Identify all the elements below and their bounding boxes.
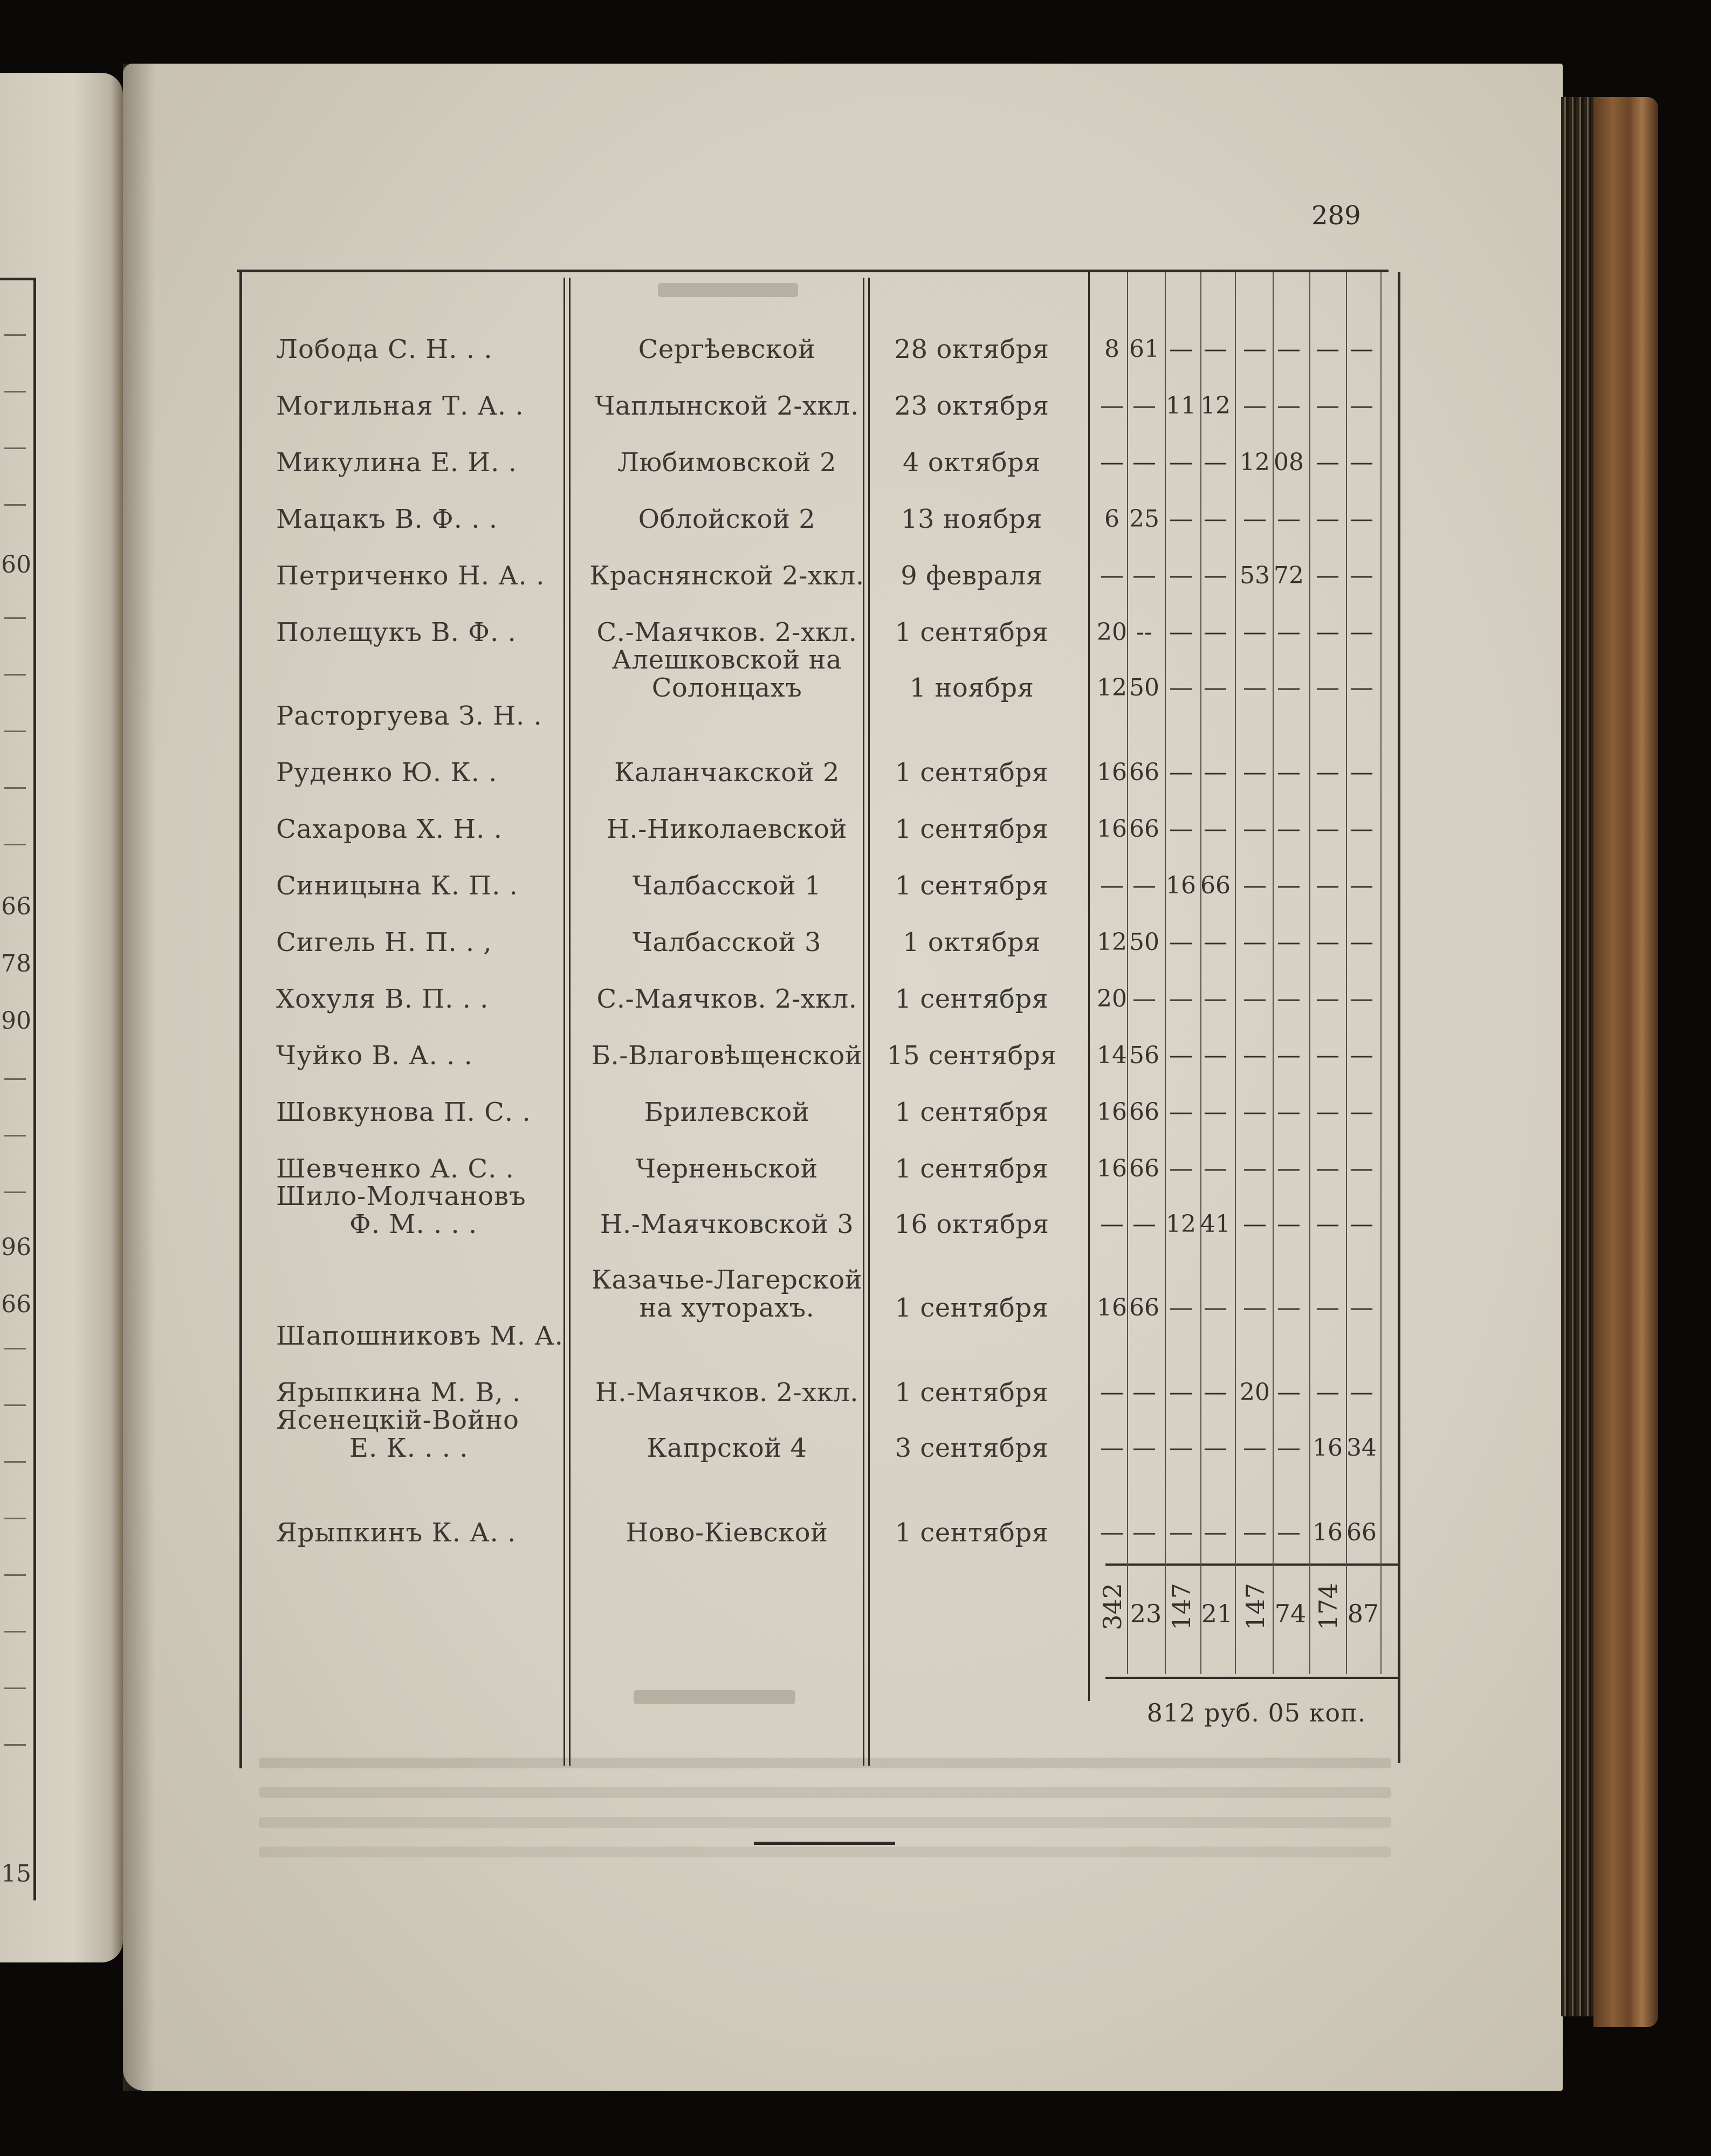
amount-cell: 12: [1240, 449, 1270, 476]
amount-cell: —: [1350, 449, 1373, 476]
amount-cell: —: [1169, 928, 1193, 956]
amount-cell: —: [1169, 1294, 1193, 1321]
amount-cell: 50: [1129, 928, 1159, 956]
school-name: Краснянской 2-хкл.: [589, 561, 864, 591]
amount-cell: —: [1132, 1379, 1156, 1406]
left-page-number: 78: [1, 950, 31, 977]
amount-cell: 08: [1274, 449, 1304, 476]
amount-cell: —: [1204, 674, 1227, 701]
left-page-dash: [4, 1574, 26, 1576]
left-page-dash: [4, 674, 26, 676]
amount-cell: 16: [1097, 1294, 1127, 1321]
left-page-number: 66: [1, 1291, 31, 1318]
amount-cell: —: [1277, 1042, 1301, 1069]
page-gutter-shadow: [123, 64, 155, 2091]
school-name-cont: Солонцахъ: [651, 673, 802, 703]
amount-cell: —: [1132, 392, 1156, 419]
start-date: 1 сентября: [895, 984, 1049, 1014]
teacher-name: Хохуля В. П. . .: [276, 984, 489, 1014]
teacher-name: Чуйко В. А. . .: [276, 1041, 473, 1071]
amount-cell: —: [1277, 1519, 1301, 1546]
start-date: 23 октября: [894, 391, 1049, 421]
teacher-name-cont: Е. К. . . .: [349, 1433, 469, 1463]
amount-cell: 12: [1097, 928, 1127, 956]
end-rule: [754, 1842, 895, 1845]
amount-cell: —: [1243, 759, 1267, 786]
amount-cell: 14: [1097, 1042, 1127, 1069]
amount-cell: —: [1100, 562, 1124, 589]
amount-cell: —: [1243, 618, 1267, 646]
bleed-through: [259, 1758, 1391, 1768]
amount-column-rule: [1165, 272, 1166, 1674]
school-name: Чаплынской 2-хкл.: [595, 391, 859, 421]
amount-cell: —: [1132, 1210, 1156, 1238]
amount-cell: —: [1132, 1519, 1156, 1546]
amount-cell: —: [1316, 1155, 1339, 1182]
column-total: 21: [1201, 1599, 1233, 1628]
amount-column-rule: [1309, 272, 1310, 1674]
amount-cell: —: [1316, 449, 1339, 476]
table-top-rule: [237, 270, 1389, 272]
left-page-dash: [4, 447, 26, 449]
left-page-dash: [4, 1631, 26, 1633]
column-total: [1095, 1574, 1130, 1639]
amount-cell: —: [1316, 872, 1339, 899]
amount-cell: —: [1277, 1155, 1301, 1182]
teacher-name: Шевченко А. С. .: [276, 1154, 514, 1184]
bleed-through: [634, 1690, 795, 1704]
left-page-dash: [4, 1461, 26, 1463]
amount-cell: —: [1243, 1434, 1267, 1462]
amount-cell: 16: [1313, 1519, 1343, 1546]
start-date: 1 сентября: [895, 1293, 1049, 1323]
amount-cell: —: [1132, 1434, 1156, 1462]
column-total: [1164, 1574, 1199, 1639]
amount-cell: —: [1243, 335, 1267, 363]
school-name: Каланчакской 2: [614, 757, 840, 788]
amount-cell: —: [1243, 928, 1267, 956]
school-name: Любимовской 2: [617, 447, 837, 478]
amount-cell: —: [1350, 618, 1373, 646]
amount-cell: —: [1277, 392, 1301, 419]
start-date: 1 сентября: [895, 617, 1049, 648]
school-name: Казачье-Лагерской: [591, 1265, 863, 1295]
left-page-dash: [4, 504, 26, 506]
school-name: Брилевской: [644, 1097, 810, 1127]
column-total-value: 174: [1314, 1583, 1343, 1630]
amount-cell: —: [1277, 1098, 1301, 1126]
amount-cell: 34: [1346, 1434, 1377, 1462]
amount-cell: —: [1204, 759, 1227, 786]
left-page-dash: [4, 617, 26, 619]
teacher-name: Расторгуева З. Н. .: [276, 701, 542, 731]
start-date: 16 октября: [894, 1209, 1049, 1239]
start-date: 13 ноября: [901, 504, 1042, 534]
amount-column-rule: [1127, 272, 1128, 1674]
amount-cell: 16: [1097, 759, 1127, 786]
start-date: 1 сентября: [895, 1097, 1049, 1127]
amount-cell: —: [1243, 815, 1267, 843]
table-right-rule: [1398, 272, 1400, 1763]
amount-cell: 66: [1129, 815, 1159, 843]
start-date: 3 сентября: [895, 1433, 1049, 1463]
amount-cell: —: [1169, 449, 1193, 476]
amount-cell: —: [1243, 1098, 1267, 1126]
amount-cell: —: [1316, 1098, 1339, 1126]
left-page-rule: [33, 278, 36, 1900]
amount-cell: —: [1243, 1210, 1267, 1238]
page-edges: [1561, 97, 1593, 2016]
amount-cell: 11: [1166, 392, 1196, 419]
amount-cell: —: [1243, 392, 1267, 419]
amount-cell: —: [1350, 872, 1373, 899]
amount-cell: —: [1350, 928, 1373, 956]
amount-cell: 25: [1129, 505, 1159, 533]
amount-cell: —: [1132, 562, 1156, 589]
amount-column-rule: [1380, 272, 1382, 1674]
teacher-name: Шило-Молчановъ: [276, 1181, 526, 1211]
bleed-through: [259, 1787, 1391, 1798]
school-name: Ново-Кіевской: [626, 1518, 828, 1548]
school-name: Б.-Влаговѣщенской: [591, 1041, 863, 1071]
start-date: 1 сентября: [895, 1377, 1049, 1408]
amount-cell: —: [1169, 1434, 1193, 1462]
start-date: 4 октября: [903, 447, 1041, 478]
amount-cell: —: [1243, 1155, 1267, 1182]
left-page-dash: [4, 1744, 26, 1746]
amount-cell: 6: [1104, 505, 1119, 533]
bleed-through: [259, 1817, 1391, 1828]
amount-cell: —: [1243, 1294, 1267, 1321]
amount-cell: 66: [1129, 1294, 1159, 1321]
amount-cell: 16: [1097, 815, 1127, 843]
amount-cell: —: [1100, 1434, 1124, 1462]
amount-cell: —: [1169, 1042, 1193, 1069]
amount-column-rule: [1273, 272, 1274, 1674]
amount-cell: —: [1204, 1434, 1227, 1462]
left-page-number: 60: [1, 551, 31, 578]
teacher-name-cont: Ф. М. . . .: [349, 1209, 478, 1239]
amount-cell: —: [1316, 815, 1339, 843]
amount-cell: —: [1100, 1519, 1124, 1546]
left-page-number: 66: [1, 893, 31, 920]
amount-cell: 66: [1129, 1098, 1159, 1126]
teacher-name: Синицына К. П. .: [276, 871, 518, 901]
amount-cell: —: [1204, 449, 1227, 476]
amount-cell: —: [1204, 1042, 1227, 1069]
start-date: 1 сентября: [895, 814, 1049, 844]
amount-cell: 12: [1166, 1210, 1196, 1238]
amount-cell: 66: [1129, 759, 1159, 786]
left-page-rule: [0, 278, 36, 280]
amount-cell: —: [1350, 1379, 1373, 1406]
school-name: Н.-Маячков. 2-хкл.: [595, 1377, 859, 1408]
amount-cell: —: [1204, 1098, 1227, 1126]
amount-cell: 12: [1200, 392, 1231, 419]
left-page-dash: [4, 731, 26, 732]
amount-cell: 66: [1129, 1155, 1159, 1182]
amount-cell: —: [1277, 872, 1301, 899]
left-page-dash: [4, 391, 26, 392]
amount-cell: —: [1350, 392, 1373, 419]
amount-cell: —: [1169, 1098, 1193, 1126]
column-rule: [564, 278, 565, 1766]
amount-cell: —: [1243, 985, 1267, 1012]
amount-cell: —: [1169, 618, 1193, 646]
teacher-name: Шовкунова П. С. .: [276, 1097, 531, 1127]
left-page-number: 96: [1, 1234, 31, 1261]
column-rule: [1088, 272, 1090, 1701]
school-name: Чалбасской 3: [632, 927, 822, 958]
amount-cell: —: [1350, 505, 1373, 533]
bleed-through: [259, 1847, 1391, 1857]
amount-cell: —: [1169, 985, 1193, 1012]
teacher-name: Петриченко Н. А. .: [276, 561, 545, 591]
teacher-name: Могильная Т. А. .: [276, 391, 524, 421]
column-total: 87: [1347, 1599, 1379, 1628]
amount-cell: —: [1204, 1519, 1227, 1546]
start-date: 1 сентября: [895, 1154, 1049, 1184]
school-name: Черненьской: [635, 1154, 819, 1184]
amount-cell: 20: [1097, 618, 1127, 646]
left-page-number: 90: [1, 1007, 31, 1035]
amount-cell: —: [1350, 815, 1373, 843]
amount-cell: —: [1316, 335, 1339, 363]
amount-cell: —: [1316, 562, 1339, 589]
amount-cell: —: [1277, 985, 1301, 1012]
school-name: Н.-Николаевской: [607, 814, 847, 844]
start-date: 1 сентября: [895, 1518, 1049, 1548]
amount-cell: —: [1350, 674, 1373, 701]
column-total-value: 147: [1167, 1583, 1196, 1630]
amount-cell: —: [1243, 1042, 1267, 1069]
amount-cell: —: [1204, 1294, 1227, 1321]
left-page-number: 15: [1, 1860, 31, 1888]
amount-cell: 41: [1200, 1210, 1231, 1238]
amount-cell: —: [1350, 1294, 1373, 1321]
amount-cell: —: [1132, 985, 1156, 1012]
bleed-through: [658, 283, 798, 297]
school-name: С.-Маячков. 2-хкл.: [596, 617, 857, 648]
amount-cell: —: [1204, 928, 1227, 956]
amount-cell: —: [1316, 1294, 1339, 1321]
amount-cell: —: [1277, 1294, 1301, 1321]
amount-cell: 66: [1200, 872, 1231, 899]
start-date: 1 сентября: [895, 871, 1049, 901]
amount-cell: —: [1277, 928, 1301, 956]
amount-cell: —: [1316, 505, 1339, 533]
grand-total: 812 руб. 05 коп.: [1146, 1698, 1366, 1727]
amount-cell: 16: [1097, 1155, 1127, 1182]
amount-cell: —: [1243, 505, 1267, 533]
left-page-dash: [4, 787, 26, 789]
amount-cell: —: [1169, 1519, 1193, 1546]
left-page-dash: [4, 844, 26, 845]
amount-cell: —: [1316, 392, 1339, 419]
amount-cell: —: [1277, 1379, 1301, 1406]
amount-cell: —: [1316, 985, 1339, 1012]
amount-cell: —: [1204, 505, 1227, 533]
amount-cell: —: [1132, 872, 1156, 899]
amount-cell: --: [1136, 618, 1152, 646]
amount-cell: 16: [1097, 1098, 1127, 1126]
amount-cell: —: [1169, 1155, 1193, 1182]
column-total-value: 342: [1098, 1583, 1127, 1630]
amount-column-rule: [1235, 272, 1236, 1674]
amount-cell: —: [1277, 815, 1301, 843]
amount-cell: —: [1316, 1042, 1339, 1069]
left-page-dash: [4, 1191, 26, 1193]
amount-cell: —: [1350, 1042, 1373, 1069]
totals-bottom-rule: [1105, 1677, 1399, 1679]
teacher-name: Ясенецкій-Войно: [276, 1405, 519, 1435]
left-page-dash: [4, 1135, 26, 1136]
amount-cell: —: [1204, 335, 1227, 363]
amount-cell: —: [1316, 1210, 1339, 1238]
book-cover: [1593, 97, 1658, 2027]
totals-top-rule: [1105, 1563, 1399, 1566]
amount-cell: —: [1277, 618, 1301, 646]
column-rule: [569, 278, 571, 1766]
amount-column-rule: [1200, 272, 1201, 1674]
school-name-cont: на хуторахъ.: [639, 1293, 815, 1323]
amount-cell: 53: [1240, 562, 1270, 589]
page-number: 289: [1311, 201, 1361, 231]
start-date: 1 октября: [903, 927, 1041, 958]
amount-cell: —: [1204, 618, 1227, 646]
amount-cell: —: [1316, 928, 1339, 956]
amount-column-rule: [1346, 272, 1347, 1674]
left-page-dash: [4, 1078, 26, 1080]
amount-cell: —: [1204, 1155, 1227, 1182]
column-total: 74: [1274, 1599, 1307, 1628]
teacher-name: Сигель Н. П. . ,: [276, 927, 492, 958]
amount-cell: —: [1350, 562, 1373, 589]
amount-cell: 72: [1274, 562, 1304, 589]
teacher-name: Мацакъ В. Ф. . .: [276, 504, 498, 534]
start-date: 9 февраля: [901, 561, 1043, 591]
amount-cell: 50: [1129, 674, 1159, 701]
amount-cell: —: [1277, 674, 1301, 701]
left-page-dash: [4, 334, 26, 336]
start-date: 15 сентября: [887, 1041, 1057, 1071]
amount-cell: —: [1169, 815, 1193, 843]
amount-cell: 56: [1129, 1042, 1159, 1069]
amount-cell: 16: [1313, 1434, 1343, 1462]
amount-cell: —: [1204, 985, 1227, 1012]
amount-cell: —: [1132, 449, 1156, 476]
amount-cell: 20: [1240, 1379, 1270, 1406]
teacher-name: Микулина Е. И. .: [276, 447, 517, 478]
teacher-name: Сахарова Х. Н. .: [276, 814, 503, 844]
amount-cell: —: [1243, 674, 1267, 701]
amount-cell: —: [1316, 1379, 1339, 1406]
amount-cell: —: [1316, 759, 1339, 786]
amount-cell: —: [1243, 1519, 1267, 1546]
column-total: [1238, 1574, 1273, 1639]
left-page-dash: [4, 1687, 26, 1689]
teacher-name: Лобода С. Н. . .: [276, 334, 493, 364]
amount-cell: —: [1169, 759, 1193, 786]
amount-cell: —: [1350, 1098, 1373, 1126]
amount-cell: —: [1277, 335, 1301, 363]
amount-cell: —: [1350, 759, 1373, 786]
amount-cell: —: [1204, 815, 1227, 843]
teacher-name: Полещукъ В. Ф. .: [276, 617, 517, 648]
amount-cell: —: [1100, 872, 1124, 899]
teacher-name: Ярыпкинъ К. А. .: [276, 1518, 517, 1548]
amount-cell: —: [1316, 674, 1339, 701]
teacher-name: Руденко Ю. К. .: [276, 757, 498, 788]
school-name: Чалбасской 1: [632, 871, 822, 901]
amount-cell: 12: [1097, 674, 1127, 701]
amount-cell: —: [1277, 505, 1301, 533]
amount-cell: —: [1169, 505, 1193, 533]
teacher-name: Шапошниковъ М. А.: [276, 1321, 564, 1351]
amount-cell: —: [1169, 562, 1193, 589]
start-date: 1 сентября: [895, 757, 1049, 788]
amount-cell: —: [1100, 1379, 1124, 1406]
amount-cell: —: [1350, 1210, 1373, 1238]
start-date: 1 ноября: [909, 673, 1034, 703]
left-page-dash: [4, 1404, 26, 1406]
school-name: Капрской 4: [647, 1433, 807, 1463]
teacher-name: Ярыпкина М. В, .: [276, 1377, 521, 1408]
amount-cell: —: [1100, 392, 1124, 419]
amount-cell: —: [1243, 872, 1267, 899]
amount-cell: 66: [1346, 1519, 1377, 1546]
amount-cell: —: [1169, 335, 1193, 363]
left-page-dash: [4, 1518, 26, 1519]
amount-cell: —: [1350, 1155, 1373, 1182]
amount-cell: —: [1100, 1210, 1124, 1238]
amount-cell: —: [1204, 1379, 1227, 1406]
amount-cell: —: [1169, 674, 1193, 701]
table-left-rule: [239, 270, 242, 1768]
amount-cell: —: [1277, 1210, 1301, 1238]
amount-cell: —: [1169, 1379, 1193, 1406]
amount-cell: 61: [1129, 335, 1159, 363]
school-name: Сергѣевской: [638, 334, 816, 364]
amount-cell: —: [1316, 618, 1339, 646]
amount-cell: —: [1350, 985, 1373, 1012]
amount-cell: —: [1350, 335, 1373, 363]
amount-cell: —: [1277, 1434, 1301, 1462]
amount-cell: —: [1204, 562, 1227, 589]
column-total: 23: [1130, 1599, 1162, 1628]
start-date: 28 октября: [894, 334, 1049, 364]
column-total: [1310, 1574, 1346, 1639]
school-name: Н.-Маячковской 3: [600, 1209, 854, 1239]
school-name: Облойской 2: [638, 504, 816, 534]
left-page-dash: [4, 1348, 26, 1349]
amount-cell: —: [1100, 449, 1124, 476]
school-name: Алешковской на: [611, 645, 842, 675]
column-total-value: 147: [1241, 1583, 1270, 1630]
amount-cell: 20: [1097, 985, 1127, 1012]
school-name: С.-Маячков. 2-хкл.: [596, 984, 857, 1014]
amount-cell: 8: [1104, 335, 1119, 363]
amount-cell: 16: [1166, 872, 1196, 899]
amount-cell: —: [1277, 759, 1301, 786]
